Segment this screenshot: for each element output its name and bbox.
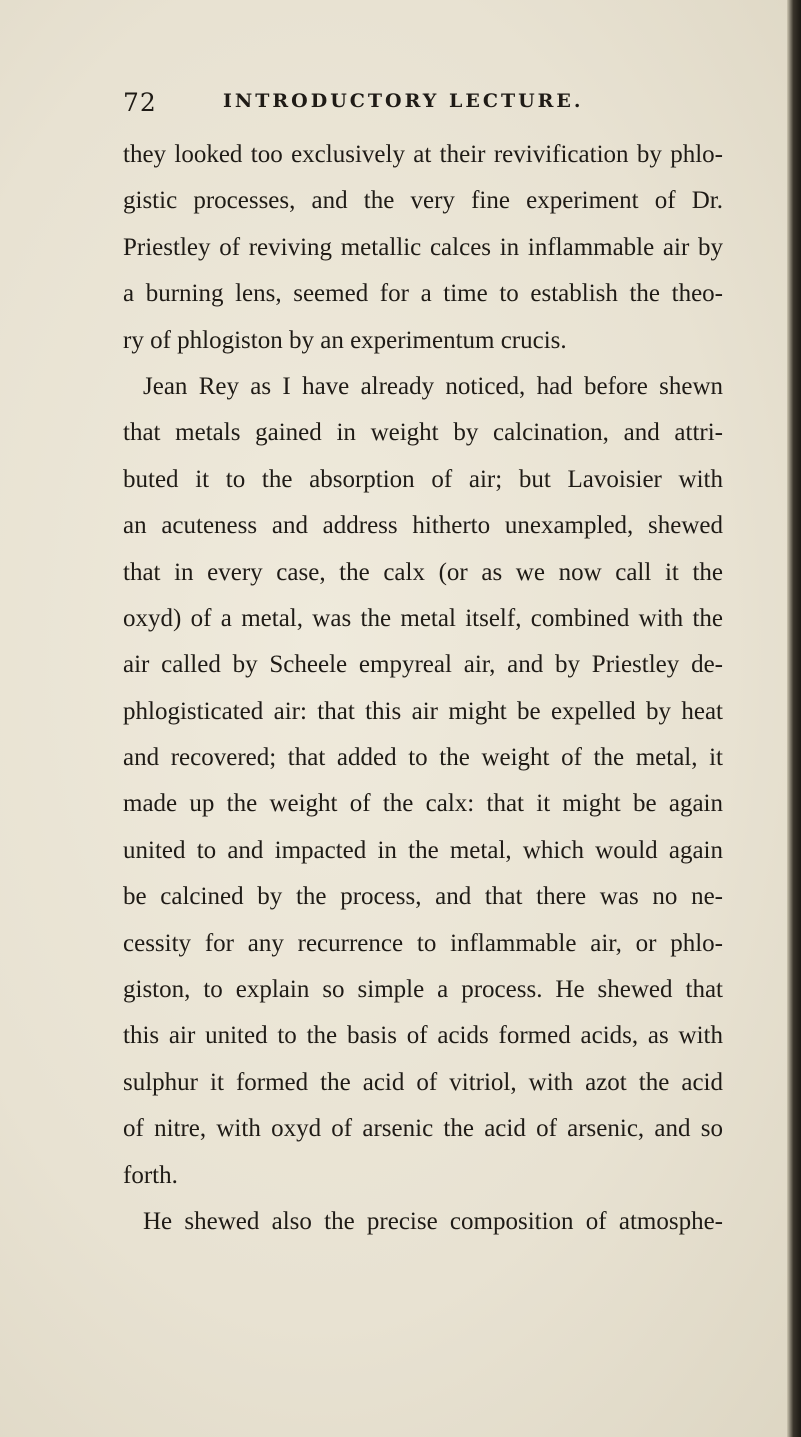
text-line: buted it to the absorption of air; but Lavoisier with xyxy=(123,465,723,493)
text-line: cessity for any recurrence to inflammable air, or phlo- xyxy=(123,929,723,957)
body-text xyxy=(123,132,723,1245)
text-line: giston, to explain so simple a process. He shewed that xyxy=(123,976,723,1004)
text-line: that in every case, the calx (or as we now call it the xyxy=(123,558,723,586)
text-line: ry of phlogiston by an experimentum crucis. xyxy=(123,326,567,354)
text-line: united to and impacted in the metal, which would again xyxy=(123,836,723,864)
text-line: forth. xyxy=(123,1161,178,1189)
text-line: this air united to the basis of acids formed acids, as with xyxy=(123,1022,723,1050)
text-line: an acuteness and address hitherto unexampled, shewed xyxy=(123,512,723,540)
text-line: gistic processes, and the very fine experiment of Dr. xyxy=(123,187,723,215)
text-line: be calcined by the process, and that there was no ne- xyxy=(123,883,723,911)
text-line: air called by Scheele empyreal air, and by Priestley de- xyxy=(123,651,723,679)
text-line: phlogisticated air: that this air might be expelled by heat xyxy=(123,697,723,725)
text-line: made up the weight of the calx: that it might be again xyxy=(123,790,723,818)
text-line: sulphur it formed the acid of vitriol, with azot the acid xyxy=(123,1068,723,1096)
page-number: 72 xyxy=(123,88,157,117)
text-line: a burning lens, seemed for a time to establish the theo- xyxy=(123,280,723,308)
page-edge-shadow xyxy=(787,0,801,1437)
running-head: INTRODUCTORY LECTURE. xyxy=(223,90,584,112)
text-line: of nitre, with oxyd of arsenic the acid of arsenic, and so xyxy=(123,1115,723,1143)
text-line: oxyd) of a metal, was the metal itself, combined with the xyxy=(123,604,723,632)
text-line: that metals gained in weight by calcination, and attri- xyxy=(123,419,723,447)
text-line: Priestley of reviving metallic calces in inflammable air by xyxy=(123,233,723,261)
text-line: He shewed also the precise composition of atmosphe- xyxy=(143,1207,723,1235)
text-line: they looked too exclusively at their revivification by phlo- xyxy=(123,141,723,168)
text-line: and recovered; that added to the weight of the metal, it xyxy=(123,744,723,772)
page-header xyxy=(123,86,683,126)
text-line: Jean Rey as I have already noticed, had before shewn xyxy=(143,372,723,400)
